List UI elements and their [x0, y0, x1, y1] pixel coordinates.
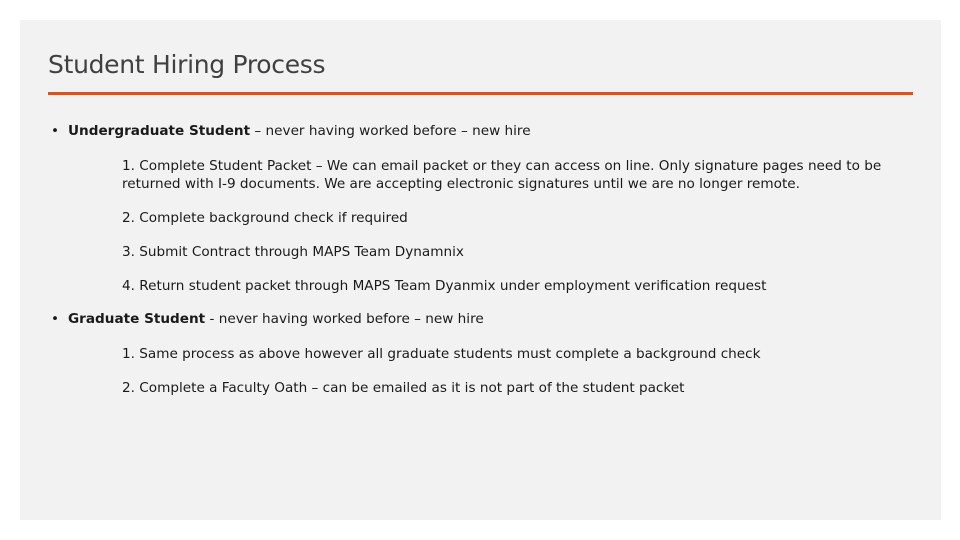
bullet-graduate	[51, 311, 484, 327]
bullet-heading: Undergraduate Student	[68, 123, 251, 139]
undergrad-step-2: 2. Complete background check if required	[122, 210, 408, 226]
slide	[20, 20, 941, 520]
bullet-text: - never having worked before – new hire	[205, 311, 484, 327]
bullet-heading: Graduate Student	[68, 311, 206, 327]
bullet-undergraduate	[51, 123, 531, 139]
slide-title: Student Hiring Process	[48, 50, 326, 79]
grad-step-1: 1. Same process as above however all graduate students must complete a background check	[122, 346, 761, 362]
grad-step-2: 2. Complete a Faculty Oath – can be emailed as it is not part of the student packet	[122, 380, 685, 396]
undergrad-step-4: 4. Return student packet through MAPS Team Dyanmix under employment verification request	[122, 278, 767, 294]
slide-body	[20, 20, 941, 520]
bullet-text: – never having worked before – new hire	[250, 123, 531, 139]
bullet-dot: •	[51, 311, 60, 327]
bullet-dot: •	[51, 123, 60, 139]
undergrad-step-3: 3. Submit Contract through MAPS Team Dynamnix	[122, 244, 464, 260]
undergrad-step-1: 1. Complete Student Packet – We can email packet or they can access on line. Only signature pages need to be returned with I-9 documents. We are accepting electronic signatures until we are no longer remote.	[122, 158, 882, 192]
